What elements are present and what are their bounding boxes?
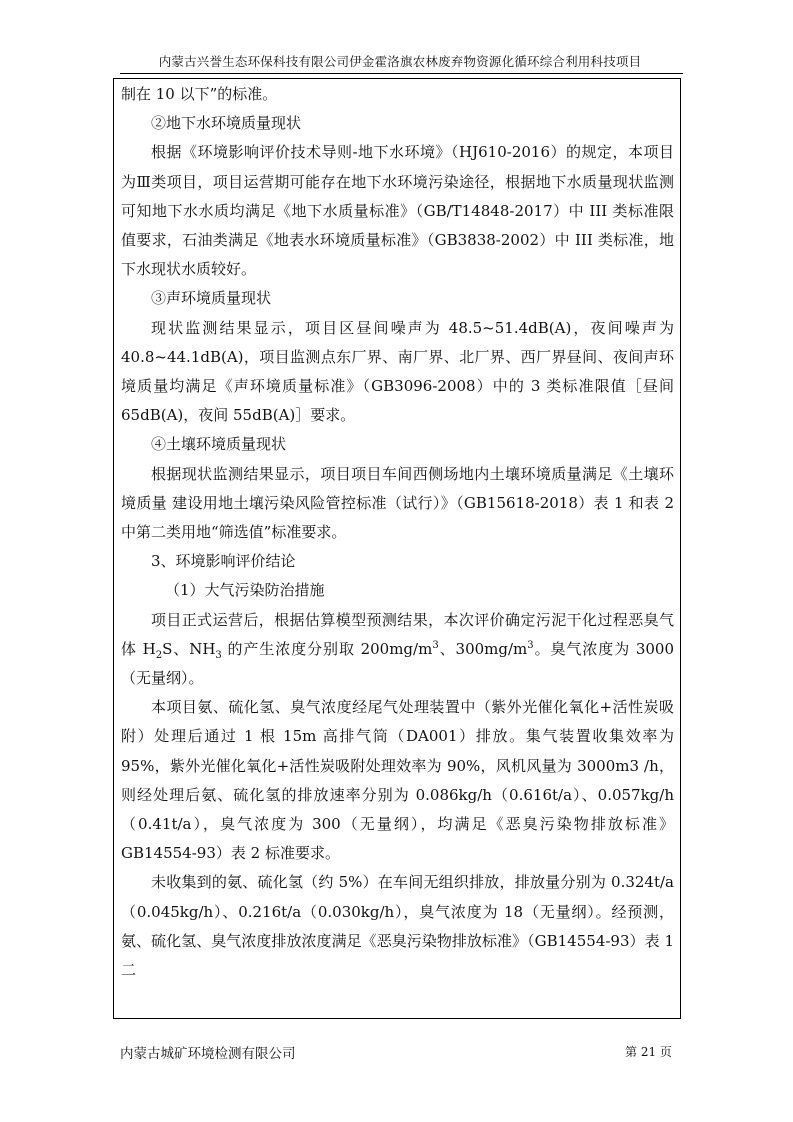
header-rule xyxy=(120,73,683,74)
heading-conclusion: 3、环境影响评价结论 xyxy=(151,552,296,571)
heading-air-pollution: （1）大气污染防治措施 xyxy=(165,581,325,600)
footer-company: 内蒙古城矿环境检测有限公司 xyxy=(120,1046,296,1062)
paragraph-soil: 根据现状监测结果显示，项目项目车间西侧场地内土壤环境质量满足《土壤环境质量 建设用地土壤污染风险管控标准（试行）》（GB15618-2018）表 1 和表 2 中第二类用地“筛选值”标准要求。 xyxy=(121,464,674,542)
heading-groundwater: ②地下水环境质量现状 xyxy=(151,114,302,133)
paragraph-air-1: 项目正式运营后，根据估算模型预测结果，本次评价确定污泥干化过程恶臭气体 $H_2S$、$NH_3$ 的产生浓度分别取 $200mg/m^3$、$300mg/m^3$。臭气浓度为 3000（无量纲）。 xyxy=(121,610,674,688)
page-number: 第 21 页 xyxy=(625,1045,672,1059)
heading-soil: ④土壤环境质量现状 xyxy=(151,435,287,454)
paragraph-air-3: 未收集到的氨、硫化氢（约 5%）在车间无组织排放，排放量分别为 0.324t/a（0.045kg/h）、0.216t/a（0.030kg/h），臭气浓度为 18（无量纲）。经预测，氨、硫化氢、臭气浓度排放浓度满足《恶臭污染物排放标准》（GB14554-93）表 1 二 xyxy=(121,873,674,980)
paragraph-groundwater: 根据《环境影响评价技术导则-地下水环境》（HJ610-2016）的规定，本项目为Ⅲ类项目，项目运营期可能存在地下水环境污染途径，根据地下水质量现状监测可知地下水水质均满足《地下水质量标准》（GB/T14848-2017）中 III 类标准限值要求，石油类满足《地表水环境质量标准》（GB3838-2002）中 III 类标准，地下水现状水质较好。 xyxy=(121,143,674,279)
heading-noise: ③声环境质量现状 xyxy=(151,289,272,308)
paragraph-continuation: 制在 10 以下”的标准。 xyxy=(121,85,278,103)
paragraph-air-2: 本项目氨、硫化氢、臭气浓度经尾气处理装置中（紫外光催化氧化+活性炭吸附）处理后通过 1 根 15m 高排气筒（DA001）排放。集气装置收集效率为 95%，紫外光催化氧化+活性炭吸附处理效率为 90%，风机风量为 3000m3 /h，则经处理后氨、硫化氢的排放速率分别为 0.086kg/h（0.616t/a）、0.057kg/h（0.41t/a），臭气浓度为 300（无量纲），均满足《恶臭污染物排放标准》GB14554-93）表 2 标准要求。 xyxy=(121,698,674,863)
document-body xyxy=(121,80,674,985)
paragraph-noise: 现状监测结果显示，项目区昼间噪声为 48.5~51.4dB(A)，夜间噪声为 40.8~44.1dB(A)，项目监测点东厂界、南厂界、北厂界、西厂界昼间、夜间声环境质量均满足《声环境质量标准》（GB3096-2008）中的 3 类标准限值［昼间 65dB(A)，夜间 55dB(A)］要求。 xyxy=(121,318,674,425)
page-header-title: 内蒙古兴誉生态环保科技有限公司伊金霍洛旗农林废弃物资源化循环综合利用科技项目 xyxy=(158,54,642,69)
